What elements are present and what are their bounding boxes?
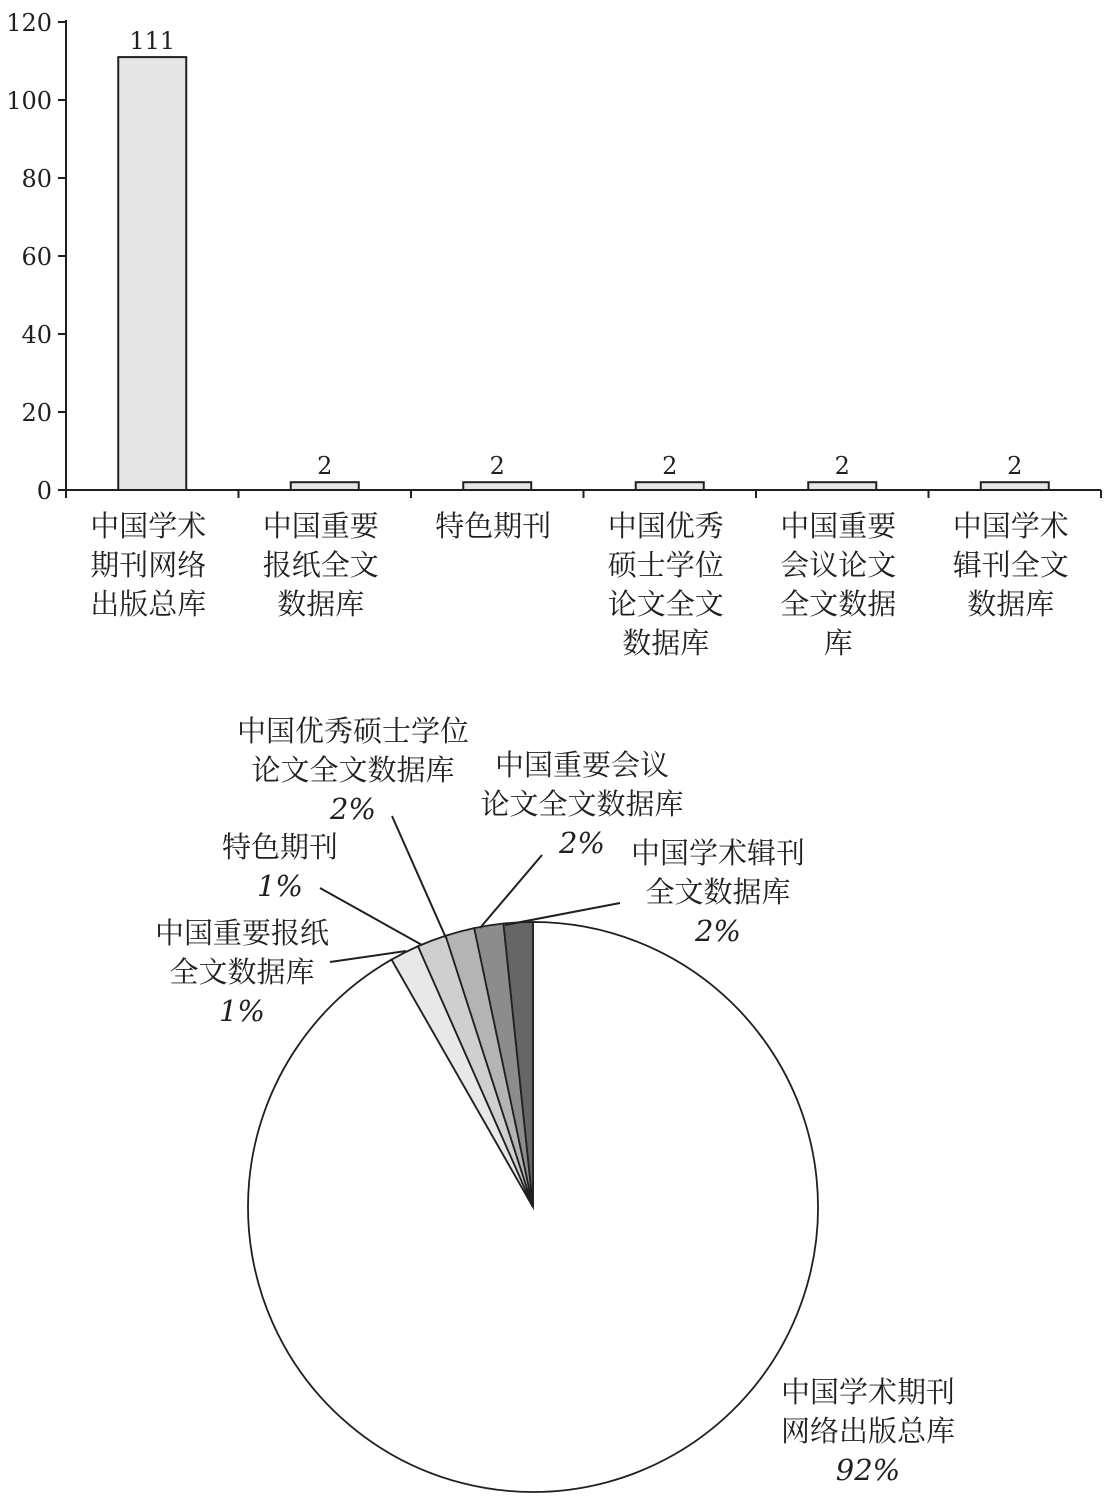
bar-value-label: 111 bbox=[129, 27, 176, 56]
category-label-line: 数据库 bbox=[277, 587, 365, 621]
bar-value-label: 2 bbox=[662, 452, 678, 481]
pie-label-line: 中国重要会议 bbox=[494, 748, 670, 782]
category-label-line: 全文数据 bbox=[780, 587, 897, 621]
pie-label bbox=[155, 916, 329, 1028]
pie-label-line: 论文全文数据库 bbox=[251, 753, 455, 787]
pie-label bbox=[631, 836, 805, 948]
category-label bbox=[435, 509, 551, 543]
pie-label-line: 网络出版总库 bbox=[780, 1414, 956, 1448]
pie-percent-label: 2% bbox=[329, 792, 377, 826]
pie-chart bbox=[155, 714, 955, 1492]
y-tick-label: 0 bbox=[36, 477, 52, 505]
bar bbox=[463, 482, 531, 490]
pie-label-line: 中国学术辑刊 bbox=[630, 836, 806, 870]
y-tick-label: 120 bbox=[6, 9, 52, 37]
pie-label-line: 全文数据库 bbox=[169, 955, 315, 989]
pie-label-line: 中国学术期刊 bbox=[780, 1375, 956, 1409]
category-label bbox=[608, 509, 724, 660]
pie-label-line: 论文全文数据库 bbox=[480, 787, 684, 821]
bar-chart bbox=[6, 9, 1101, 660]
pie-label bbox=[222, 830, 338, 903]
category-label-line: 中国重要 bbox=[780, 509, 897, 543]
bar bbox=[808, 482, 876, 490]
category-label-line: 库 bbox=[823, 626, 853, 660]
leader-line bbox=[320, 888, 422, 945]
pie-label bbox=[237, 714, 469, 826]
category-label-line: 会议论文 bbox=[780, 548, 897, 582]
bar bbox=[118, 57, 186, 490]
pie-percent-label: 92% bbox=[835, 1453, 901, 1487]
leader-line bbox=[392, 816, 446, 938]
category-label-line: 论文全文 bbox=[607, 587, 724, 621]
y-tick-label: 80 bbox=[21, 165, 52, 193]
pie-percent-label: 2% bbox=[558, 826, 606, 860]
bar-value-label: 2 bbox=[834, 452, 850, 481]
category-label-line: 期刊网络 bbox=[90, 548, 207, 582]
category-label-line: 特色期刊 bbox=[435, 509, 552, 543]
leader-line bbox=[505, 903, 620, 925]
pie-percent-label: 1% bbox=[218, 994, 266, 1028]
category-label-line: 数据库 bbox=[622, 626, 710, 660]
pie-label-line: 中国优秀硕士学位 bbox=[236, 714, 470, 748]
category-label-line: 中国重要 bbox=[262, 509, 379, 543]
category-label bbox=[953, 509, 1069, 621]
y-tick-label: 40 bbox=[21, 321, 52, 349]
pie-percent-label: 2% bbox=[694, 914, 742, 948]
category-label-line: 出版总库 bbox=[90, 587, 207, 621]
category-label-line: 辑刊全文 bbox=[952, 548, 1069, 582]
leader-line bbox=[480, 855, 542, 928]
category-label-line: 中国优秀 bbox=[607, 509, 724, 543]
bar-value-label: 2 bbox=[489, 452, 505, 481]
bar bbox=[981, 482, 1049, 490]
pie-label-line: 特色期刊 bbox=[221, 830, 339, 864]
category-label-line: 硕士学位 bbox=[607, 548, 724, 582]
category-label bbox=[90, 509, 206, 621]
y-tick-label: 20 bbox=[21, 399, 52, 427]
pie-percent-label: 1% bbox=[256, 869, 304, 903]
category-label bbox=[263, 509, 379, 621]
category-label-line: 中国学术 bbox=[90, 509, 207, 543]
bar bbox=[636, 482, 704, 490]
y-tick-label: 60 bbox=[21, 243, 52, 271]
bar-value-label: 2 bbox=[1007, 452, 1023, 481]
pie-label-line: 中国重要报纸 bbox=[154, 916, 330, 950]
pie-label bbox=[781, 1375, 955, 1487]
y-tick-label: 100 bbox=[6, 87, 52, 115]
category-label bbox=[780, 509, 896, 660]
category-label-line: 中国学术 bbox=[952, 509, 1069, 543]
category-label-line: 报纸全文 bbox=[262, 548, 379, 582]
category-label-line: 数据库 bbox=[967, 587, 1055, 621]
bar bbox=[291, 482, 359, 490]
bar-value-label: 2 bbox=[317, 452, 333, 481]
pie-label-line: 全文数据库 bbox=[645, 875, 791, 909]
